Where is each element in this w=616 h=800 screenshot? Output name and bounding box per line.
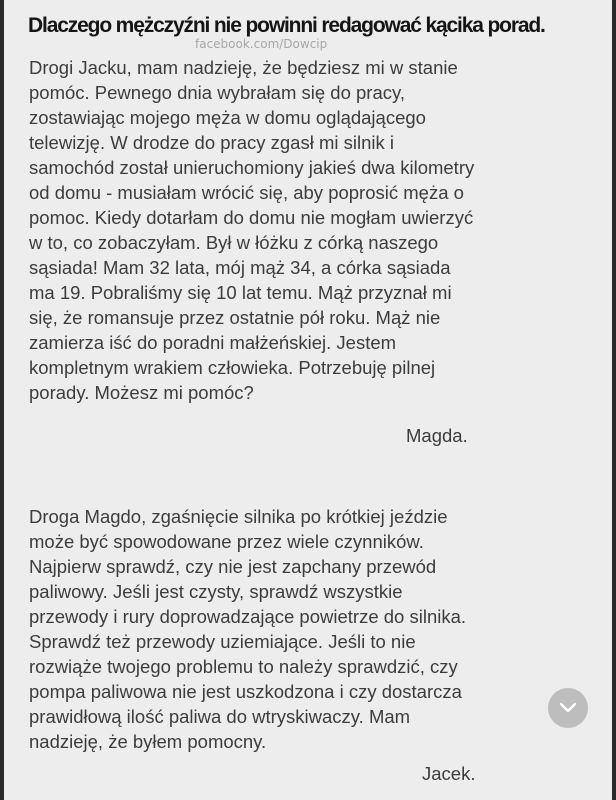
letter-line: pomóc. Pewnego dnia wybrałam się do pracy, xyxy=(29,82,406,103)
letter-line: zostawiając mojego męża w domu oglądającego xyxy=(29,107,426,128)
letter-line: ma 19. Pobraliśmy się 10 lat temu. Mąż przyznał mi xyxy=(29,282,452,303)
letter-line: pomoc. Kiedy dotarłam do domu nie mogłam uwierzyć xyxy=(29,207,474,228)
letter-line: Drogi Jacku, mam nadzieję, że będziesz mi w stanie xyxy=(29,57,458,78)
letter-line: kompletnym wrakiem człowieka. Potrzebuję pilnej xyxy=(29,357,436,378)
letter-line: Sprawdź też przewody uziemiające. Jeśli to nie xyxy=(29,631,416,652)
letter-line: telewizję. W drodze do pracy zgasł mi silnik i xyxy=(29,132,394,153)
letter-line: może być spowodowane przez wiele czynników. xyxy=(29,531,424,552)
chevron-down-icon xyxy=(559,702,577,714)
letter-line: Najpierw sprawdź, czy nie jest zapchany przewód xyxy=(29,556,437,577)
letter-line: zamierza iść do poradni małżeńskiej. Jestem xyxy=(29,332,397,353)
watermark: facebook.com/Dowcip xyxy=(195,37,328,51)
signature-magda: Magda. xyxy=(406,425,468,446)
letter-line: rozwiąże twojego problemu to należy sprawdzić, czy xyxy=(29,656,458,677)
letter-magda xyxy=(29,55,474,405)
letter-line: od domu - musiałam wrócić się, aby poprosić męża o xyxy=(29,182,464,203)
letter-line: sąsiada! Mam 32 lata, mój mąż 34, a córka sąsiada xyxy=(29,257,451,278)
letter-jacek xyxy=(29,504,466,754)
letter-line: nadzieję, że byłem pomocny. xyxy=(29,731,267,752)
letter-line: przewody i rury doprowadzające powietrze do silnika. xyxy=(29,606,467,627)
letter-line: prawidłową ilość paliwa do wtryskiwaczy. Mam xyxy=(29,706,411,727)
letter-line: w to, co zobaczyłam. Był w łóżku z córką naszego xyxy=(29,232,439,253)
letter-line: porady. Możesz mi pomóc? xyxy=(29,382,254,403)
letter-line: Droga Magdo, zgaśnięcie silnika po krótkiej jeździe xyxy=(29,506,448,527)
letter-line: pompa paliwowa nie jest uszkodzona i czy dostarcza xyxy=(29,681,462,702)
page-title: Dlaczego mężczyźni nie powinni redagować kącika porad. xyxy=(28,14,545,37)
signature-jacek: Jacek. xyxy=(422,763,476,784)
letter-line: się, że romansuje przez ostatnie pół roku. Mąż nie xyxy=(29,307,441,328)
letter-line: samochód został unieruchomiony jakieś dwa kilometry xyxy=(29,157,475,178)
letter-line: paliwowy. Jeśli jest czysty, sprawdź wszystkie xyxy=(29,581,403,602)
scroll-down-button[interactable] xyxy=(548,688,588,728)
